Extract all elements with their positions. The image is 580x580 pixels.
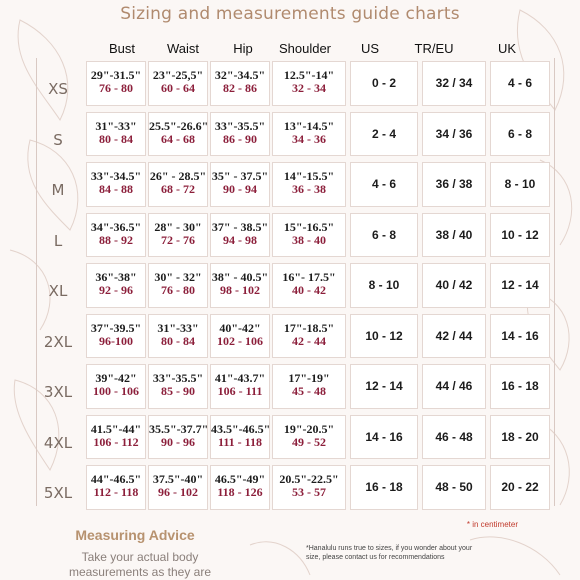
shoulder-centimeters: 40 - 42: [292, 283, 326, 297]
shoulder-inches: 19"-20.5": [283, 421, 335, 436]
centimeter-note: * in centimeter: [466, 520, 518, 529]
uk-size-value: 16 - 18: [501, 379, 539, 393]
us-size-value: 2 - 4: [371, 126, 396, 141]
column-header-hip: Hip: [233, 41, 253, 56]
uk-size-value: 20 - 22: [501, 480, 539, 494]
cell-tr-eu-s: [422, 112, 486, 157]
cell-us-l: [350, 213, 418, 258]
hip-centimeters: 106 - 111: [217, 384, 263, 398]
us-size-value: 10 - 12: [365, 328, 403, 343]
bust-inches: 44"-46.5": [90, 472, 142, 486]
waist-inches: 37.5"-40": [152, 472, 204, 486]
bust-centimeters: 76 - 80: [99, 81, 133, 95]
us-size-value: 4 - 6: [371, 177, 396, 191]
hip-inches: 41"-43.7": [214, 371, 266, 385]
shoulder-centimeters: 42 - 44: [292, 333, 326, 348]
tr-eu-size-value: 32 / 34: [435, 76, 473, 90]
bust-centimeters: 84 - 88: [99, 182, 133, 196]
cell-us-3xl: [350, 364, 418, 409]
waist-inches: 23"-25,5": [152, 68, 204, 82]
us-size-value: 8 - 10: [368, 278, 400, 292]
cell-hip-s: [210, 112, 270, 157]
cell-uk-s: [490, 112, 550, 157]
cell-shoulder-l: [272, 213, 346, 258]
size-label-xl: XL: [48, 282, 68, 300]
tr-eu-size-value: 36 / 38: [435, 177, 473, 191]
cell-us-xl: [350, 263, 418, 308]
cell-bust-2xl: [86, 314, 146, 359]
cell-bust-xs: [86, 61, 146, 106]
bust-centimeters: 80 - 84: [99, 131, 133, 146]
cell-hip-xl: [210, 263, 270, 308]
waist-inches: 30" - 32": [154, 270, 202, 284]
uk-size-value: 12 - 14: [501, 278, 539, 292]
cell-hip-2xl: [210, 314, 270, 359]
waist-centimeters: 80 - 84: [161, 333, 195, 348]
uk-size-value: 18 - 20: [501, 429, 539, 444]
bust-inches: 33"-34.5": [90, 169, 142, 183]
bust-centimeters: 106 - 112: [93, 434, 139, 449]
us-size-value: 16 - 18: [365, 480, 403, 494]
cell-uk-2xl: [490, 314, 550, 359]
cell-us-2xl: [350, 314, 418, 359]
cell-shoulder-s: [272, 112, 346, 157]
cell-tr-eu-2xl: [422, 314, 486, 359]
cell-uk-xl: [490, 263, 550, 308]
shoulder-centimeters: 32 - 34: [292, 81, 326, 95]
bust-centimeters: 96-100: [99, 333, 133, 348]
uk-size-value: 10 - 12: [501, 227, 539, 242]
bust-inches: 39"-42": [95, 371, 137, 385]
hip-inches: 38" - 40.5": [211, 270, 269, 284]
waist-centimeters: 90 - 96: [161, 434, 195, 449]
uk-size-value: 4 - 6: [507, 76, 532, 90]
cell-bust-m: [86, 162, 146, 207]
tr-eu-size-value: 34 / 36: [435, 126, 473, 141]
shoulder-centimeters: 45 - 48: [292, 384, 326, 398]
us-size-value: 0 - 2: [371, 76, 396, 90]
hip-inches: 43.5"-46.5": [211, 421, 271, 436]
cell-hip-l: [210, 213, 270, 258]
cell-waist-s: [148, 112, 208, 157]
cell-tr-eu-m: [422, 162, 486, 207]
size-label-2xl: 2XL: [43, 332, 73, 351]
size-label-3xl: 3XL: [43, 383, 73, 401]
column-header-shoulder: Shoulder: [278, 41, 332, 56]
cell-hip-3xl: [210, 364, 270, 409]
shoulder-inches: 17"-19": [288, 371, 330, 385]
cell-waist-2xl: [148, 314, 208, 359]
waist-inches: 33"-35.5": [152, 371, 204, 385]
waist-inches: 35.5"-37.7": [149, 421, 209, 436]
uk-size-value: 6 - 8: [507, 126, 532, 141]
size-label-4xl: 4XL: [43, 433, 73, 452]
cell-shoulder-xs: [272, 61, 346, 106]
hip-centimeters: 98 - 102: [220, 283, 260, 297]
tr-eu-size-value: 40 / 42: [435, 278, 473, 292]
tr-eu-size-value: 44 / 46: [435, 379, 473, 393]
size-label-l: L: [53, 231, 63, 250]
cell-tr-eu-5xl: [422, 465, 486, 510]
cell-shoulder-4xl: [272, 415, 346, 460]
shoulder-centimeters: 34 - 36: [292, 131, 326, 146]
size-label-xs: XS: [48, 80, 68, 98]
cell-us-5xl: [350, 465, 418, 510]
column-header-waist: Waist: [166, 41, 200, 56]
cell-shoulder-2xl: [272, 314, 346, 359]
waist-centimeters: 96 - 102: [158, 485, 198, 499]
cell-shoulder-m: [272, 162, 346, 207]
shoulder-inches: 16"- 17.5": [282, 270, 336, 284]
hip-centimeters: 118 - 126: [217, 485, 263, 499]
cell-hip-5xl: [210, 465, 270, 510]
cell-tr-eu-l: [422, 213, 486, 258]
bust-inches: 34"-36.5": [90, 219, 142, 234]
cell-hip-4xl: [210, 415, 270, 460]
shoulder-inches: 20.5"-22.5": [279, 472, 339, 486]
waist-inches: 28" - 30": [154, 219, 202, 234]
waist-inches: 31"-33": [157, 320, 199, 335]
us-size-value: 12 - 14: [365, 379, 403, 393]
bust-centimeters: 92 - 96: [99, 283, 133, 297]
shoulder-centimeters: 53 - 57: [292, 485, 326, 499]
hip-inches: 33"-35.5": [214, 118, 266, 133]
hip-inches: 37" - 38.5": [211, 219, 269, 234]
cell-tr-eu-xl: [422, 263, 486, 308]
cell-uk-5xl: [490, 465, 550, 510]
cell-waist-l: [148, 213, 208, 258]
cell-waist-4xl: [148, 415, 208, 460]
tr-eu-size-value: 42 / 44: [435, 328, 473, 343]
shoulder-inches: 13"-14.5": [283, 118, 335, 133]
bust-inches: 41.5"-44": [90, 421, 142, 436]
cell-waist-5xl: [148, 465, 208, 510]
size-label-m: M: [51, 181, 65, 199]
waist-centimeters: 85 - 90: [161, 384, 195, 398]
page-title: Sizing and measurements guide charts: [120, 4, 460, 24]
advice-text: Take your actual body measurements as they are: [68, 550, 212, 579]
bust-inches: 37"-39.5": [90, 320, 142, 335]
waist-inches: 26" - 28.5": [149, 169, 207, 183]
column-header-us: US: [360, 41, 380, 56]
cell-uk-3xl: [490, 364, 550, 409]
shoulder-centimeters: 38 - 40: [292, 232, 326, 247]
table-frame-right: [554, 58, 555, 506]
us-size-value: 14 - 16: [365, 429, 403, 444]
cell-waist-m: [148, 162, 208, 207]
bust-centimeters: 112 - 118: [93, 485, 139, 499]
waist-centimeters: 60 - 64: [161, 81, 195, 95]
cell-bust-xl: [86, 263, 146, 308]
shoulder-inches: 14"-15.5": [283, 169, 335, 183]
size-label-s: S: [53, 130, 63, 149]
cell-waist-xs: [148, 61, 208, 106]
hip-centimeters: 86 - 90: [223, 131, 257, 146]
bust-centimeters: 88 - 92: [99, 232, 133, 247]
hip-inches: 35" - 37.5": [211, 169, 269, 183]
shoulder-centimeters: 49 - 52: [292, 434, 326, 449]
uk-size-value: 8 - 10: [504, 177, 536, 191]
bust-inches: 31"-33": [95, 118, 137, 133]
cell-us-xs: [350, 61, 418, 106]
us-size-value: 6 - 8: [371, 227, 396, 242]
shoulder-inches: 17"-18.5": [283, 320, 335, 335]
cell-tr-eu-xs: [422, 61, 486, 106]
column-header-bust: Bust: [108, 41, 135, 56]
tr-eu-size-value: 48 - 50: [435, 480, 473, 494]
cell-bust-s: [86, 112, 146, 157]
cell-uk-l: [490, 213, 550, 258]
cell-bust-4xl: [86, 415, 146, 460]
hip-centimeters: 102 - 106: [217, 333, 263, 348]
shoulder-centimeters: 36 - 38: [292, 182, 326, 196]
hip-centimeters: 94 - 98: [223, 232, 257, 247]
uk-size-value: 14 - 16: [501, 328, 539, 343]
bust-inches: 29"-31.5": [90, 68, 142, 82]
cell-shoulder-xl: [272, 263, 346, 308]
cell-uk-m: [490, 162, 550, 207]
cell-tr-eu-4xl: [422, 415, 486, 460]
waist-centimeters: 64 - 68: [161, 131, 195, 146]
column-header-tr-eu: TR/EU: [414, 41, 454, 56]
cell-uk-4xl: [490, 415, 550, 460]
size-label-5xl: 5XL: [43, 484, 73, 502]
cell-bust-3xl: [86, 364, 146, 409]
hip-centimeters: 82 - 86: [223, 81, 257, 95]
waist-centimeters: 72 - 76: [161, 232, 195, 247]
cell-uk-xs: [490, 61, 550, 106]
shoulder-inches: 12.5"-14": [283, 68, 335, 82]
tr-eu-size-value: 38 / 40: [435, 227, 473, 242]
cell-hip-xs: [210, 61, 270, 106]
cell-us-4xl: [350, 415, 418, 460]
bust-centimeters: 100 - 106: [93, 384, 139, 398]
cell-waist-xl: [148, 263, 208, 308]
sizing-footnote: *Hanalulu runs true to sizes, if you wonder about your size, please contact us for recommendations: [306, 545, 473, 561]
hip-centimeters: 90 - 94: [223, 182, 257, 196]
cell-bust-l: [86, 213, 146, 258]
cell-tr-eu-3xl: [422, 364, 486, 409]
column-header-uk: UK: [497, 41, 517, 56]
hip-inches: 32"-34.5": [214, 68, 266, 82]
table-frame-left: [36, 58, 37, 506]
tr-eu-size-value: 46 - 48: [435, 429, 473, 444]
bust-inches: 36"-38": [95, 270, 137, 284]
cell-us-s: [350, 112, 418, 157]
waist-inches: 25.5"-26.6": [149, 118, 209, 133]
cell-shoulder-3xl: [272, 364, 346, 409]
cell-waist-3xl: [148, 364, 208, 409]
shoulder-inches: 15"-16.5": [283, 219, 335, 234]
waist-centimeters: 76 - 80: [161, 283, 195, 297]
hip-inches: 40"-42": [219, 320, 261, 335]
advice-title: Measuring Advice: [75, 527, 195, 543]
hip-centimeters: 111 - 118: [217, 434, 262, 449]
cell-bust-5xl: [86, 465, 146, 510]
cell-shoulder-5xl: [272, 465, 346, 510]
hip-inches: 46.5"-49": [214, 472, 266, 486]
cell-hip-m: [210, 162, 270, 207]
cell-us-m: [350, 162, 418, 207]
waist-centimeters: 68 - 72: [161, 182, 195, 196]
